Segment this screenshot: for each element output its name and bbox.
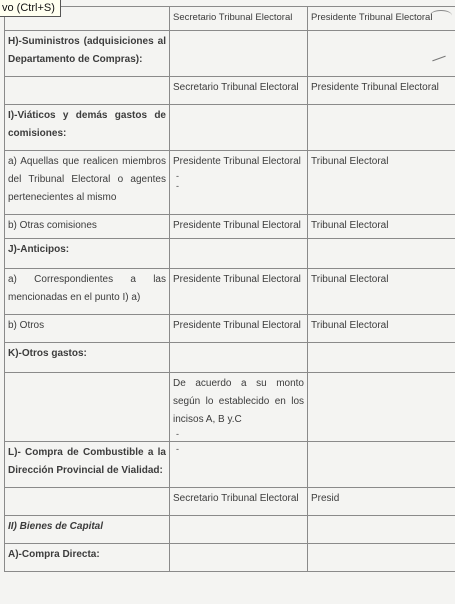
table-row: [5, 77, 455, 105]
table-row: [5, 544, 455, 572]
table-cell: [170, 105, 308, 151]
table-cell: L)- Compra de Combustible a la Dirección Provincial de Vialidad:: [5, 442, 170, 488]
table-row: [5, 343, 455, 373]
table-cell: [308, 516, 455, 544]
table-cell: I)-Viáticos y demás gastos de comisiones:: [5, 105, 170, 151]
table-cell: [308, 239, 455, 269]
table-cell: Secretario Tribunal Electoral: [170, 77, 308, 105]
pencil-mark: -: [176, 171, 179, 181]
pencil-mark: -: [176, 429, 179, 439]
table-row: [5, 442, 455, 488]
table-cell: Presidente Tribunal Electoral: [308, 77, 455, 105]
table-cell: Tribunal Electoral: [308, 315, 455, 343]
table-row: [5, 315, 455, 343]
table-row: [5, 7, 455, 31]
table-cell: [170, 151, 308, 215]
table-cell: Presidente Tribunal Electoral: [170, 315, 308, 343]
pencil-mark: -: [176, 444, 179, 454]
table-cell: Secretario Tribunal Electoral: [170, 488, 308, 516]
document-table: [4, 6, 455, 572]
table-cell: b) Otros: [5, 315, 170, 343]
table-cell: Tribunal Electoral: [308, 215, 455, 239]
table-row: [5, 516, 455, 544]
table-cell: a) Aquellas que realicen miembros del Tribunal Electoral o agentes pertenecientes al mismo: [5, 151, 170, 215]
table-cell: [308, 343, 455, 373]
table-cell: a) Correspondientes a las mencionadas en el punto I) a): [5, 269, 170, 315]
table-cell: H)-Suministros (adquisiciones al Departamento de Compras):: [5, 31, 170, 77]
cell-text: Presidente Tribunal Electoral: [173, 156, 301, 167]
table-cell: [308, 373, 455, 442]
table-row: [5, 105, 455, 151]
table-cell: [170, 516, 308, 544]
save-tooltip: vo (Ctrl+S): [0, 0, 61, 17]
table-cell: [170, 373, 308, 442]
table-cell: [170, 544, 308, 572]
table-cell: Secretario Tribunal Electoral: [170, 7, 308, 31]
table-cell: [5, 373, 170, 442]
table-cell: Presid: [308, 488, 455, 516]
table-cell: [5, 77, 170, 105]
table-row: [5, 151, 455, 215]
table-cell: A)-Compra Directa:: [5, 544, 170, 572]
table-cell: Presidente Tribunal Electoral: [170, 269, 308, 315]
table-cell: J)-Anticipos:: [5, 239, 170, 269]
pencil-mark: -: [176, 181, 179, 191]
table-cell: [170, 31, 308, 77]
table-cell: Tribunal Electoral: [308, 151, 455, 215]
table-row: [5, 31, 455, 77]
table-row: [5, 239, 455, 269]
table-cell: [170, 343, 308, 373]
table-cell: b) Otras comisiones: [5, 215, 170, 239]
table-cell: Presidente Tribunal Electoral: [170, 215, 308, 239]
table-row: [5, 488, 455, 516]
cell-text: De acuerdo a su monto según lo establecido en los incisos A, B y.C: [173, 378, 304, 425]
table-cell: [308, 442, 455, 488]
table-cell: Presidente Tribunal Electoral: [308, 7, 455, 31]
table-cell: [308, 105, 455, 151]
table-cell: [5, 488, 170, 516]
table-cell: II) Bienes de Capital: [5, 516, 170, 544]
table-row: [5, 269, 455, 315]
table-cell: [170, 442, 308, 488]
table-cell: [170, 239, 308, 269]
table-cell: [308, 31, 455, 77]
table-cell: [308, 544, 455, 572]
table-row: [5, 215, 455, 239]
table-cell: K)-Otros gastos:: [5, 343, 170, 373]
table-cell: Tribunal Electoral: [308, 269, 455, 315]
pencil-mark: [430, 10, 452, 21]
table-row: [5, 373, 455, 442]
